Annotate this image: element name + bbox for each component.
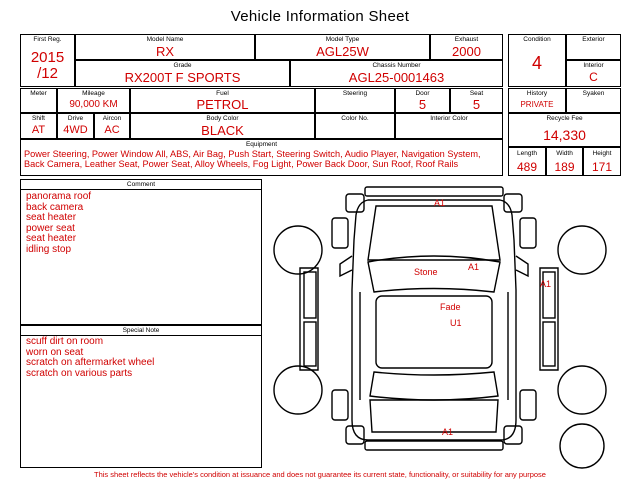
drive-label: Drive bbox=[67, 115, 84, 122]
fuel-label: Fuel bbox=[216, 90, 229, 97]
special-note-line: scuff dirt on room bbox=[26, 336, 104, 347]
comment-line: power seat bbox=[26, 222, 75, 234]
history-value: PRIVATE bbox=[520, 100, 554, 109]
wheel-rear-right bbox=[520, 390, 536, 420]
exhaust-value: 2000 bbox=[452, 44, 481, 59]
drive-value: 4WD bbox=[63, 124, 88, 136]
spare-tire-top-left bbox=[274, 226, 322, 274]
condition-label: Condition bbox=[523, 36, 551, 43]
exhaust-label: Exhaust bbox=[454, 36, 479, 43]
model-name-label: Model Name bbox=[146, 36, 184, 43]
equipment-value: Power Steering, Power Window All, ABS, Air Bag, Push Start, Steering Switch, Audio Player, Navigation System, Back Camera, Leather Seat, Power Seat, Alloy Wheels, Fog Light, Power Back Door, Sun Roof, Roof Rails bbox=[24, 149, 481, 169]
color-no-label: Color No. bbox=[341, 115, 369, 122]
mark-u1: U1 bbox=[450, 318, 462, 328]
aircon-label: Aircon bbox=[102, 115, 122, 122]
mirror-right bbox=[516, 256, 528, 276]
door-value: 5 bbox=[418, 97, 427, 112]
seat-value: 5 bbox=[472, 97, 481, 112]
equipment-label: Equipment bbox=[245, 141, 278, 148]
wheel-rear-left bbox=[332, 390, 348, 420]
comment-label: Comment bbox=[126, 181, 156, 188]
special-note-line: scratch on various parts bbox=[26, 367, 133, 379]
comment-line: back camera bbox=[26, 201, 84, 213]
length-label: Length bbox=[517, 150, 537, 157]
rear-corner-left bbox=[346, 426, 364, 444]
model-type-label: Model Type bbox=[325, 36, 360, 43]
exterior-label: Exterior bbox=[582, 36, 605, 43]
seat-label: Seat bbox=[469, 90, 484, 97]
steering-label: Steering bbox=[342, 90, 368, 97]
condition-value: 4 bbox=[531, 53, 542, 73]
spare-tire-top-right bbox=[558, 226, 606, 274]
rear-window-outline bbox=[370, 372, 498, 400]
comment-line: seat heater bbox=[26, 212, 77, 223]
first-reg-year: 2015 bbox=[30, 49, 65, 66]
chassis-value: AGL25-0001463 bbox=[348, 70, 445, 85]
mirror-left bbox=[340, 256, 352, 276]
shift-value: AT bbox=[31, 124, 46, 136]
aircon-value: AC bbox=[104, 124, 120, 136]
model-name-value: RX bbox=[155, 44, 175, 59]
length-value: 489 bbox=[516, 160, 538, 174]
shift-label: Shift bbox=[31, 115, 45, 122]
sheet-title: Vehicle Information Sheet bbox=[230, 8, 410, 25]
first-reg-label: First Reg. bbox=[33, 36, 62, 43]
syaken-label: Syaken bbox=[582, 90, 605, 97]
history-label: History bbox=[526, 90, 548, 97]
spare-tire-bottom-left bbox=[274, 366, 322, 414]
side-door-left-a bbox=[304, 272, 316, 318]
trunk-outline bbox=[370, 400, 498, 432]
chassis-label: Chassis Number bbox=[372, 62, 421, 69]
spare-tire-bottom bbox=[560, 424, 604, 468]
rear-bumper-shape bbox=[365, 441, 503, 450]
width-value: 189 bbox=[554, 160, 575, 174]
side-door-left-b bbox=[304, 322, 316, 366]
fuel-value: PETROL bbox=[196, 97, 249, 112]
body-color-value: BLACK bbox=[201, 123, 244, 138]
door-label: Door bbox=[415, 90, 430, 97]
mileage-label: Mileage bbox=[82, 90, 105, 97]
hood-outline bbox=[368, 206, 500, 260]
grade-value: RX200T F SPORTS bbox=[124, 70, 241, 85]
body-color-label: Body Color bbox=[206, 115, 239, 122]
height-label: Height bbox=[592, 150, 612, 157]
width-label: Width bbox=[556, 150, 573, 157]
mark-roof-front: A1 bbox=[434, 198, 446, 208]
recycle-fee-label: Recycle Fee bbox=[546, 115, 583, 122]
meter-label: Meter bbox=[30, 90, 47, 97]
mark-rear: A1 bbox=[442, 427, 454, 437]
front-bumper-shape bbox=[365, 187, 503, 196]
wheel-front-right bbox=[520, 218, 536, 248]
mileage-value: 90,000 KM bbox=[69, 99, 118, 110]
mark-stone: Stone bbox=[414, 267, 438, 277]
recycle-fee-value: 14,330 bbox=[543, 127, 586, 143]
rear-corner-right bbox=[504, 426, 522, 444]
mark-hood-right: A1 bbox=[468, 262, 480, 272]
side-skirt-left bbox=[300, 268, 318, 370]
disclaimer-footer: This sheet reflects the vehicle's condition at issuance and does not guarantee its current state, functionality, or suitability for any purpose bbox=[94, 470, 546, 479]
comment-line: seat heater bbox=[26, 233, 77, 244]
special-note-line: scratch on aftermarket wheel bbox=[26, 357, 155, 368]
comment-line: panorama roof bbox=[26, 191, 92, 202]
spare-tire-bottom-right bbox=[558, 366, 606, 414]
first-reg-month: /12 bbox=[37, 65, 58, 82]
model-type-value: AGL25W bbox=[316, 44, 369, 59]
interior-label: Interior bbox=[583, 62, 604, 69]
height-value: 171 bbox=[591, 160, 613, 174]
interior-color-label: Interior Color bbox=[430, 115, 468, 122]
wheel-front-left bbox=[332, 218, 348, 248]
roof-outline bbox=[376, 296, 492, 368]
grade-label: Grade bbox=[173, 62, 192, 69]
interior-value: C bbox=[589, 70, 598, 84]
special-note-line: worn on seat bbox=[26, 346, 84, 358]
special-note-label: Special Note bbox=[122, 327, 160, 334]
side-door-right-b bbox=[543, 322, 555, 366]
mark-side-right: A1 bbox=[540, 279, 552, 289]
mark-fade: Fade bbox=[440, 302, 461, 312]
comment-line: idling stop bbox=[26, 243, 72, 255]
